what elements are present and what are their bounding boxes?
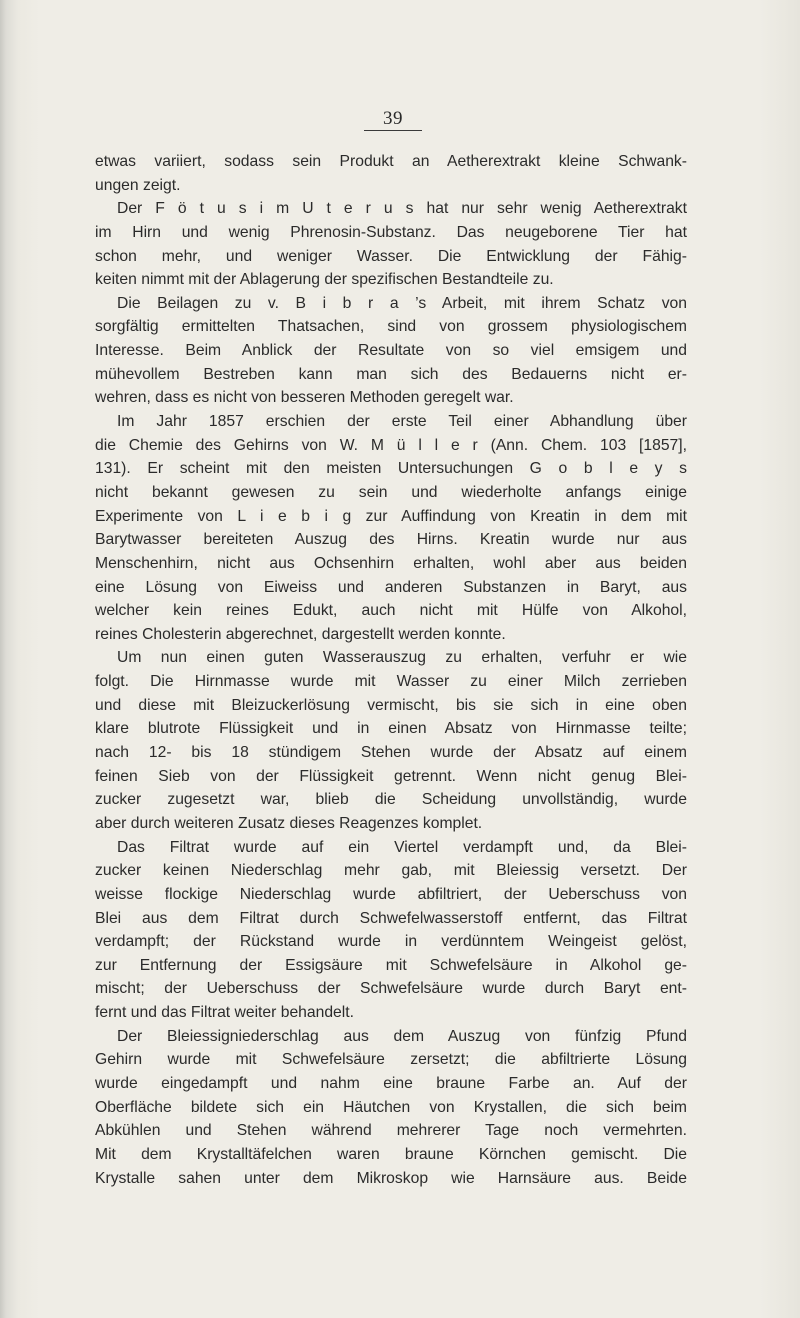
text-line: Experimente von L i e b i g zur Auffindung von Kreatin in dem mit bbox=[95, 507, 687, 525]
text-line: Menschenhirn, nicht aus Ochsenhirn erhalten, wohl aber aus beiden bbox=[95, 554, 687, 572]
text-line: Der Bleiessigniederschlag aus dem Auszug von fünfzig Pfund bbox=[117, 1027, 687, 1045]
text-line: schon mehr, und weniger Wasser. Die Entwicklung der Fähig- bbox=[95, 247, 687, 265]
text-line: Blei aus dem Filtrat durch Schwefelwasserstoff entfernt, das Filtrat bbox=[95, 909, 687, 927]
text-line: zucker keinen Niederschlag mehr gab, mit Bleiessig versetzt. Der bbox=[95, 862, 687, 880]
text-line: die Chemie des Gehirns von W. M ü l l e r (Ann. Chem. 103 [1857], bbox=[95, 436, 687, 454]
text-line: eine Lösung von Eiweiss und anderen Substanzen in Baryt, aus bbox=[95, 578, 687, 596]
text-line: Abkühlen und Stehen während mehrerer Tage noch vermehrten. bbox=[95, 1122, 687, 1140]
text-line: klare blutrote Flüssigkeit und in einen Absatz von Hirnmasse teilte; bbox=[95, 720, 687, 738]
text-line: keiten nimmt mit der Ablagerung der spezifischen Bestandteile zu. bbox=[95, 271, 554, 289]
text-line: fernt und das Filtrat weiter behandelt. bbox=[95, 1004, 354, 1022]
body-text bbox=[95, 150, 687, 1190]
text-line: Um nun einen guten Wasserauszug zu erhalten, verfuhr er wie bbox=[117, 649, 687, 667]
text-line: wehren, dass es nicht von besseren Methoden geregelt war. bbox=[95, 389, 514, 407]
text-line: 131). Er scheint mit den meisten Untersuchungen G o b l e y s bbox=[95, 460, 687, 478]
text-line: ungen zeigt. bbox=[95, 176, 181, 194]
text-line: Das Filtrat wurde auf ein Viertel verdampft und, da Blei- bbox=[117, 838, 687, 856]
text-line: welcher kein reines Edukt, auch nicht mit Hülfe von Alkohol, bbox=[95, 602, 687, 620]
text-line: Gehirn wurde mit Schwefelsäure zersetzt; die abfiltrierte Lösung bbox=[95, 1051, 687, 1069]
text-line: und diese mit Bleizuckerlösung vermischt, bis sie sich in eine oben bbox=[95, 696, 687, 714]
text-line: folgt. Die Hirnmasse wurde mit Wasser zu einer Milch zerrieben bbox=[95, 673, 687, 691]
text-line: mühevollem Bestreben kann man sich des Bedauerns nicht er- bbox=[95, 365, 687, 383]
text-line: Die Beilagen zu v. B i b r a ’s Arbeit, mit ihrem Schatz von bbox=[117, 294, 687, 312]
text-line: nicht bekannt gewesen zu sein und wiederholte anfangs einige bbox=[95, 483, 687, 501]
text-line: wurde eingedampft und nahm eine braune Farbe an. Auf der bbox=[95, 1074, 687, 1092]
text-line: Der F ö t u s i m U t e r u s hat nur sehr wenig Aetherextrakt bbox=[117, 200, 687, 218]
text-line: Oberfläche bildete sich ein Häutchen von Krystallen, die sich beim bbox=[95, 1098, 687, 1116]
text-line: etwas variiert, sodass sein Produkt an Aetherextrakt kleine Schwank- bbox=[95, 153, 687, 170]
text-line: sorgfältig ermittelten Thatsachen, sind von grossem physiologischem bbox=[95, 318, 687, 336]
text-line: zucker zugesetzt war, blieb die Scheidung unvollständig, wurde bbox=[95, 791, 687, 809]
page-number: 39 bbox=[364, 108, 422, 131]
text-line: Krystalle sahen unter dem Mikroskop wie Harnsäure aus. Beide bbox=[95, 1169, 687, 1187]
text-line: feinen Sieb von der Flüssigkeit getrennt. Wenn nicht genug Blei- bbox=[95, 767, 687, 785]
text-line: Mit dem Krystalltäfelchen waren braune Körnchen gemischt. Die bbox=[95, 1145, 687, 1163]
text-line: verdampft; der Rückstand wurde in verdünntem Weingeist gelöst, bbox=[95, 933, 687, 951]
text-line: zur Entfernung der Essigsäure mit Schwefelsäure in Alkohol ge- bbox=[95, 956, 687, 974]
text-line: Barytwasser bereiteten Auszug des Hirns. Kreatin wurde nur aus bbox=[95, 531, 687, 549]
text-line: mischt; der Ueberschuss der Schwefelsäure wurde durch Baryt ent- bbox=[95, 980, 687, 998]
text-line: weisse flockige Niederschlag wurde abfiltriert, der Ueberschuss von bbox=[95, 885, 687, 903]
text-line: Interesse. Beim Anblick der Resultate von so viel emsigem und bbox=[95, 342, 687, 360]
text-line: Im Jahr 1857 erschien der erste Teil einer Abhandlung über bbox=[117, 413, 687, 431]
text-line: reines Cholesterin abgerechnet, dargestellt werden konnte. bbox=[95, 625, 506, 643]
text-line: aber durch weiteren Zusatz dieses Reagenzes komplet. bbox=[95, 814, 483, 832]
text-line: nach 12- bis 18 stündigem Stehen wurde der Absatz auf einem bbox=[95, 744, 687, 762]
text-line: im Hirn und wenig Phrenosin-Substanz. Das neugeborene Tier hat bbox=[95, 223, 687, 241]
